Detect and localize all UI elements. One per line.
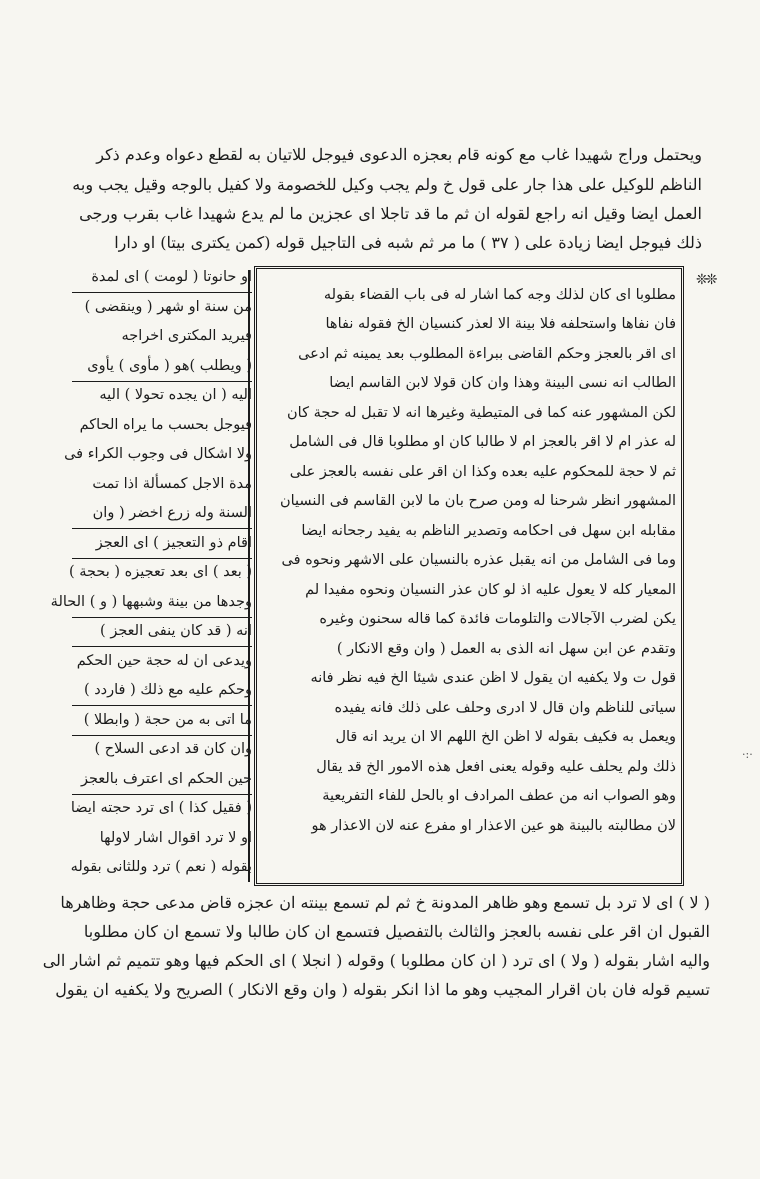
inner-line-12: يكن لضرب الآجالات والتلومات فائدة كما قاله سحنون وغيره — [319, 611, 676, 627]
bottom-line-3: واليه اشار بقوله ( ولا ) اى ترد ( ان كان مطلوبا ) وقوله ( انجلا ) اى الحكم فيها وهو تتميم ثم اشار الى — [42, 951, 710, 970]
top-line-3: العمل ايضا وقيل انه راجع لقوله ان ثم ما قد تاجلا اى عجزين ما لم يدع شهيدا غاب بقرب ورجى — [79, 204, 702, 223]
margin-line-5: اليه ( ان يجده تحولا ) اليه — [99, 387, 252, 403]
inner-line-11: المعيار كله لا يعول عليه اذ لو كان عذر النسيان ونحوه مفيدا لم — [305, 582, 676, 598]
margin-line-1: او حانوتا ( لومت ) اى لمدة — [72, 262, 252, 293]
margin-line-18: حين الحكم اى اعترف بالعجز — [72, 764, 252, 795]
margin-line-16: ما اتى به من حجة ( وابطلا ) — [72, 705, 252, 736]
margin-line-11: ( بعد ) اى بعد تعجيزه ( بحجة ) — [68, 564, 252, 580]
bottom-line-1: ( لا ) اى لا ترد بل تسمع وهو ظاهر المدونة خ ثم لم تسمع بينته ان عجزه قاض مدعى حجة وظاهرها — [60, 893, 710, 912]
margin-line-20: او لا ترد اقوال اشار لاولها — [99, 830, 252, 846]
bottom-line-2: القبول ان اقر على نفسه بالعجز والثالث بالتفصيل فتسمع ان كان طالبا ولا تسمع ان كان مطلوبا — [83, 922, 710, 941]
inner-line-4: الطالب انه نسى البينة وهذا وان كان قولا لابن القاسم ايضا — [329, 375, 676, 391]
margin-line-13: انه ( قد كان ينفى العجز ) — [72, 616, 252, 647]
inner-line-18: وهو الصواب انه من عطف المرادف او بالحل للفاء التفريعية — [322, 788, 676, 804]
inner-line-9: مقابله ابن سهل فى احكامه وتصدير الناظم به يفيد رجحانه ايضا — [301, 523, 676, 539]
top-line-4: ذلك فيوجل ايضا زيادة على ( ٣٧ ) ما مر ثم شبه فى التاجيل قوله (كمن يكترى بيتا) او دارا — [114, 233, 702, 252]
top-line-1: ويحتمل وراج شهيدا غاب مع كونه قام بعجزه الدعوى فيوجل للاتيان به لقطع دعواه وعدم ذكر — [96, 145, 702, 164]
inner-line-10: وما فى الشامل من انه يقبل عذره بالنسيان على الاشهر ونحوه فى — [281, 552, 676, 568]
inner-line-1: مطلوبا اى كان لذلك وجه كما اشار له فى باب القضاء بقوله — [323, 287, 676, 303]
margin-line-12: وجدها من بينة وشبهها ( و ) الحالة — [72, 587, 252, 618]
bottom-line-4: تسيم قوله فان بان اقرار المجيب وهو ما اذا انكر بقوله ( وان وقع الانكار ) الصريح ولا يكفيه ان يقول — [55, 980, 710, 999]
margin-line-3: فيريد المكترى اخراجه — [121, 328, 252, 344]
inner-line-7: ثم لا حجة للمحكوم عليه بعده وكذا ان اقر على نفسه بالعجز على — [289, 464, 676, 480]
side-tick-mark: ·:· — [742, 748, 753, 761]
margin-line-8: مدة الاجل كمسألة اذا تمت — [92, 476, 252, 492]
margin-line-14: ويدعى ان له حجة حين الحكم — [76, 653, 252, 669]
inner-line-3: اى اقر بالعجز وحكم القاضى ببراءة المطلوب بعد يمينه ثم ادعى — [298, 346, 676, 362]
inner-line-14: قول ت ولا يكفيه ان يقول لا اظن عندى شيئا الخ فيه نظر فانه — [310, 670, 676, 686]
inner-line-17: ذلك ولم يحلف عليه وقوله يعنى افعل هذه الامور الخ قد يقال — [316, 759, 676, 775]
inner-line-2: فان نفاها واستحلفه فلا بينة الا لعذر كنسيان الخ فقوله نفاها — [325, 316, 676, 332]
inner-line-19: لان مطالبته بالبينة هو عين الاعذار او مفرع عنه لان الاعذار هو — [311, 818, 676, 834]
margin-line-2: من سنة او شهر ( وينقضى ) — [84, 299, 252, 315]
margin-line-19: ( فقيل كذا ) اى ترد حجته ايضا — [70, 800, 252, 816]
margin-line-21: بقوله ( نعم ) ترد وللثانى بقوله — [70, 859, 252, 875]
margin-line-4: ( ويطلب )هو ( مأوى ) يأوى — [72, 351, 252, 382]
ornament-glyph: ❊❊ — [696, 272, 716, 288]
inner-line-15: سياتى للناظم وان قال لا ادرى وحلف على ذلك فانه يفيده — [334, 700, 676, 716]
inner-line-13: وتقدم عن ابن سهل انه الذى به العمل ( وان وقع الانكار ) — [336, 641, 676, 657]
margin-line-10: اقام ذو التعجيز ) اى العجز — [72, 528, 252, 559]
margin-line-15: وحكم عليه مع ذلك ( فاردد ) — [72, 675, 252, 706]
margin-line-17: وان كان قد ادعى السلاح ) — [94, 741, 252, 757]
inner-line-6: له عذر ام لا اقر بالعجز ام لا طالبا كان او مطلوبا قال فى الشامل — [289, 434, 676, 450]
inner-line-8: المشهور انظر شرحنا له ومن صرح بان ما لابن القاسم فى النسيان — [279, 493, 676, 509]
top-line-2: الناظم للوكيل على هذا جار على قول خ ولم يجب وكيل للخصومة ولا كفيل بالوجه وقيل يجب وبه — [72, 175, 702, 194]
inner-line-16: ويعمل به فكيف بقوله لا اظن الخ اللهم الا ان يريد انه قال — [335, 729, 676, 745]
inner-line-5: لكن المشهور عنه كما فى المتيطية وغيرها انه لا تقبل له حجة كان — [287, 405, 676, 421]
margin-line-9: السنة وله زرع اخضر ( وان — [72, 498, 252, 529]
margin-line-6: فيوجل بحسب ما يراه الحاكم — [79, 417, 252, 433]
margin-line-7: ولا اشكال فى وجوب الكراء فى — [64, 446, 252, 462]
